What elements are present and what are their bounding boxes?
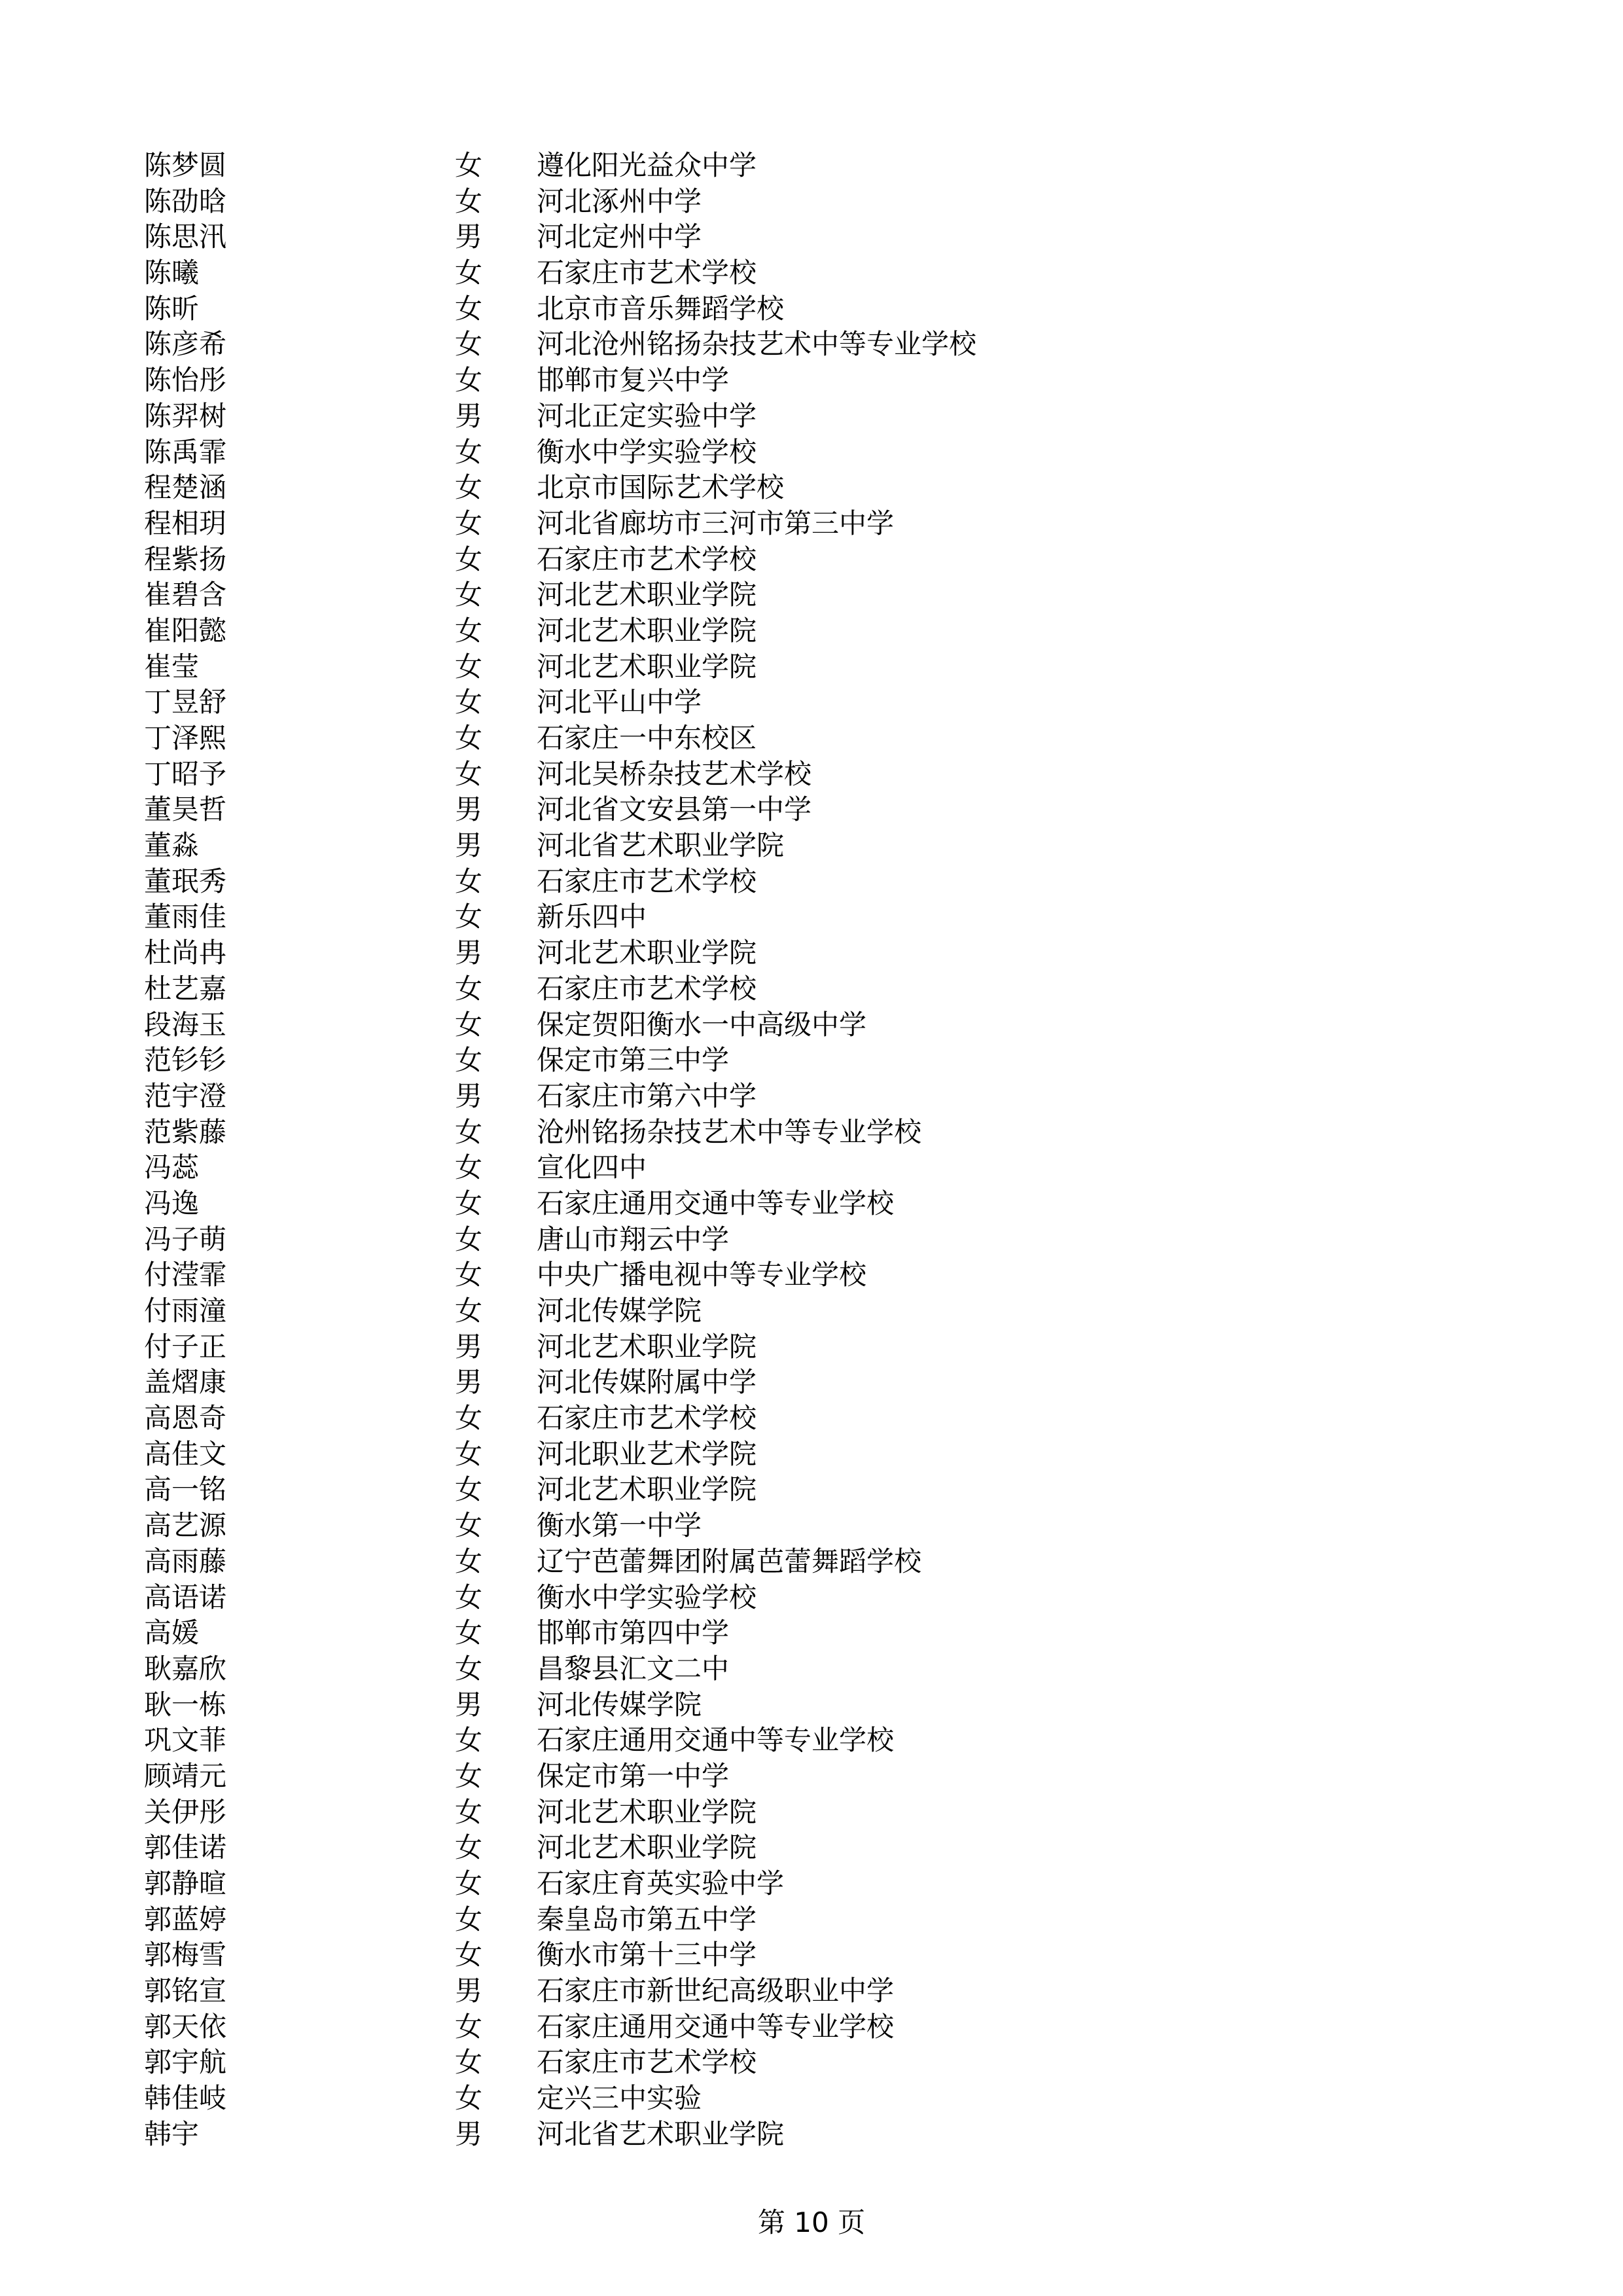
student-name: 丁泽熙 [144,722,227,754]
student-name: 董淼 [144,829,200,862]
student-name: 范钐钐 [144,1044,227,1077]
student-gender: 男 [455,2117,483,2150]
student-gender: 男 [455,829,483,862]
student-name: 郭佳诺 [144,1831,227,1864]
student-gender: 女 [455,435,483,468]
student-gender: 女 [455,722,483,754]
student-gender: 女 [455,2082,483,2115]
roster-row [144,1365,1479,1401]
student-school: 河北正定实验中学 [537,399,757,432]
student-gender: 女 [455,1259,483,1291]
student-school: 遵化阳光益众中学 [537,149,757,181]
student-name: 陈禹霏 [144,435,227,468]
student-school: 河北艺术职业学院 [537,937,757,969]
student-name: 崔碧含 [144,579,227,611]
student-school: 石家庄市艺术学校 [537,2046,757,2079]
student-gender: 女 [455,1437,483,1470]
student-school: 石家庄市新世纪高级职业中学 [537,1975,895,2007]
roster-row [144,721,1479,757]
student-name: 丁昭予 [144,757,227,790]
roster-row [144,1401,1479,1437]
student-gender: 女 [455,686,483,719]
student-name: 陈昕 [144,292,200,325]
roster-row [144,1795,1479,1831]
student-gender: 女 [455,614,483,647]
student-school: 河北传媒学院 [537,1688,702,1721]
student-school: 河北艺术职业学院 [537,1473,757,1506]
student-gender: 女 [455,543,483,575]
student-school: 定兴三中实验 [537,2082,702,2115]
student-school: 衡水市第十三中学 [537,1939,757,1971]
student-gender: 女 [455,1939,483,1971]
student-gender: 女 [455,1008,483,1041]
student-gender: 女 [455,364,483,397]
student-school: 河北平山中学 [537,686,702,719]
roster-row [144,1651,1479,1687]
student-name: 郭静暄 [144,1867,227,1899]
student-gender: 男 [455,1330,483,1363]
student-name: 范紫藤 [144,1115,227,1148]
student-gender: 男 [455,937,483,969]
roster-row [144,399,1479,435]
student-school: 河北艺术职业学院 [537,1330,757,1363]
roster-row [144,327,1479,363]
roster-row [144,649,1479,685]
student-school: 石家庄市艺术学校 [537,1402,757,1435]
student-name: 耿一栋 [144,1688,227,1721]
student-school: 石家庄市艺术学校 [537,972,757,1005]
student-gender: 女 [455,1581,483,1613]
student-school: 河北省艺术职业学院 [537,2117,785,2150]
page-number: 第 10 页 [757,2206,866,2238]
student-school: 石家庄育英实验中学 [537,1867,785,1899]
student-gender: 女 [455,1867,483,1899]
student-name: 郭宇航 [144,2046,227,2079]
student-school: 中央广播电视中等专业学校 [537,1259,867,1291]
student-name: 顾靖元 [144,1759,227,1792]
roster-row [144,148,1479,184]
student-gender: 女 [455,1295,483,1327]
roster-row [144,1329,1479,1365]
roster-row [144,1437,1479,1473]
roster-row [144,1687,1479,1723]
student-gender: 女 [455,1903,483,1935]
student-gender: 女 [455,1115,483,1148]
student-gender: 女 [455,149,483,181]
student-name: 盖熠康 [144,1366,227,1399]
roster-row [144,2045,1479,2081]
student-name: 陈彦希 [144,328,227,361]
student-school: 保定市第三中学 [537,1044,730,1077]
student-school: 保定市第一中学 [537,1759,730,1792]
student-school: 河北定州中学 [537,221,702,253]
student-school: 河北艺术职业学院 [537,579,757,611]
roster-row [144,1257,1479,1293]
student-name: 段海玉 [144,1008,227,1041]
student-school: 北京市音乐舞蹈学校 [537,292,785,325]
student-school: 辽宁芭蕾舞团附属芭蕾舞蹈学校 [537,1545,922,1577]
student-school: 石家庄一中东校区 [537,722,757,754]
student-school: 邯郸市第四中学 [537,1617,730,1649]
roster-row [144,1150,1479,1186]
roster-row [144,470,1479,506]
roster-row [144,1866,1479,1902]
student-school: 河北艺术职业学院 [537,614,757,647]
student-school: 宣化四中 [537,1151,647,1184]
roster-row [144,291,1479,327]
student-name: 陈曦 [144,257,200,289]
student-school: 石家庄通用交通中等专业学校 [537,1724,895,1757]
student-gender: 女 [455,1617,483,1649]
roster-row [144,1186,1479,1222]
student-name: 高恩奇 [144,1402,227,1435]
roster-row [144,899,1479,935]
student-name: 冯子萌 [144,1223,227,1255]
student-name: 陈羿树 [144,399,227,432]
student-school: 河北艺术职业学院 [537,1831,757,1864]
roster-row [144,1973,1479,2009]
student-gender: 女 [455,1831,483,1864]
student-name: 程紫扬 [144,543,227,575]
student-school: 河北吴桥杂技艺术学校 [537,757,812,790]
roster-row [144,935,1479,971]
student-school: 石家庄通用交通中等专业学校 [537,2010,895,2043]
roster-row [144,864,1479,900]
student-school: 衡水中学实验学校 [537,435,757,468]
student-name: 范宇澄 [144,1079,227,1112]
student-gender: 男 [455,1366,483,1399]
student-gender: 女 [455,292,483,325]
student-name: 丁昱舒 [144,686,227,719]
student-gender: 女 [455,1724,483,1757]
roster-row [144,685,1479,721]
roster-row [144,1759,1479,1795]
student-school: 衡水中学实验学校 [537,1581,757,1613]
roster-row [144,435,1479,471]
student-school: 新乐四中 [537,901,647,933]
student-name: 程楚涵 [144,471,227,504]
roster-row [144,1115,1479,1151]
roster-row [144,792,1479,828]
roster-row [144,506,1479,542]
student-school: 石家庄通用交通中等专业学校 [537,1187,895,1219]
roster-row [144,971,1479,1007]
roster-row [144,1830,1479,1866]
student-school: 河北艺术职业学院 [537,1795,757,1828]
student-gender: 女 [455,972,483,1005]
student-gender: 女 [455,901,483,933]
student-school: 河北沧州铭扬杂技艺术中等专业学校 [537,328,977,361]
student-name: 崔阳懿 [144,614,227,647]
student-name: 付子正 [144,1330,227,1363]
student-school: 河北传媒附属中学 [537,1366,757,1399]
student-name: 董昊哲 [144,793,227,826]
student-gender: 女 [455,257,483,289]
student-name: 郭梅雪 [144,1939,227,1971]
student-school: 唐山市翔云中学 [537,1223,730,1255]
student-name: 郭天依 [144,2010,227,2043]
student-name: 陈思汛 [144,221,227,253]
student-gender: 女 [455,2046,483,2079]
student-gender: 女 [455,757,483,790]
student-name: 付滢霏 [144,1259,227,1291]
roster-row [144,1580,1479,1616]
roster-row [144,1472,1479,1508]
student-gender: 女 [455,471,483,504]
student-school: 河北省廊坊市三河市第三中学 [537,507,895,539]
student-gender: 男 [455,399,483,432]
student-school: 沧州铭扬杂技艺术中等专业学校 [537,1115,922,1148]
roster-row [144,1615,1479,1651]
student-school: 河北涿州中学 [537,185,702,217]
student-gender: 男 [455,221,483,253]
student-gender: 男 [455,1975,483,2007]
roster-row [144,2009,1479,2045]
student-name: 关伊彤 [144,1795,227,1828]
student-gender: 女 [455,328,483,361]
roster-row [144,1079,1479,1115]
student-school: 北京市国际艺术学校 [537,471,785,504]
roster-row [144,255,1479,291]
student-school: 昌黎县汇文二中 [537,1652,730,1685]
roster-row [144,1293,1479,1329]
student-gender: 女 [455,1509,483,1542]
student-name: 高媛 [144,1617,200,1649]
student-name: 陈怡彤 [144,364,227,397]
roster-row [144,577,1479,613]
student-name: 董雨佳 [144,901,227,933]
student-school: 石家庄市艺术学校 [537,257,757,289]
student-gender: 女 [455,507,483,539]
student-name: 陈劭晗 [144,185,227,217]
student-school: 河北传媒学院 [537,1295,702,1327]
student-school: 河北省艺术职业学院 [537,829,785,862]
student-gender: 女 [455,1223,483,1255]
student-gender: 女 [455,1795,483,1828]
student-gender: 女 [455,865,483,897]
student-name: 冯逸 [144,1187,200,1219]
roster-row [144,1544,1479,1580]
roster-row [144,542,1479,578]
student-name: 崔莹 [144,650,200,683]
student-gender: 女 [455,650,483,683]
student-gender: 女 [455,1652,483,1685]
student-roster [144,148,1479,2153]
student-school: 邯郸市复兴中学 [537,364,730,397]
roster-row [144,2081,1479,2117]
student-name: 高佳文 [144,1437,227,1470]
student-name: 高艺源 [144,1509,227,1542]
student-name: 高语诺 [144,1581,227,1613]
student-name: 冯蕊 [144,1151,200,1184]
student-gender: 女 [455,1187,483,1219]
student-school: 石家庄市艺术学校 [537,543,757,575]
student-gender: 女 [455,1759,483,1792]
student-school: 保定贺阳衡水一中高级中学 [537,1008,867,1041]
student-school: 秦皇岛市第五中学 [537,1903,757,1935]
student-name: 高一铭 [144,1473,227,1506]
student-school: 石家庄市艺术学校 [537,865,757,897]
student-name: 巩文菲 [144,1724,227,1757]
roster-row [144,1508,1479,1544]
student-gender: 男 [455,793,483,826]
student-gender: 女 [455,1473,483,1506]
student-gender: 男 [455,1079,483,1112]
student-gender: 女 [455,1151,483,1184]
roster-row [144,1937,1479,1973]
student-name: 高雨藤 [144,1545,227,1577]
student-name: 韩佳岐 [144,2082,227,2115]
student-gender: 女 [455,1402,483,1435]
roster-row [144,184,1479,220]
student-name: 耿嘉欣 [144,1652,227,1685]
student-school: 河北省文安县第一中学 [537,793,812,826]
roster-row [144,219,1479,255]
student-name: 董珉秀 [144,865,227,897]
student-name: 杜艺嘉 [144,972,227,1005]
roster-row [144,1222,1479,1258]
student-gender: 女 [455,185,483,217]
student-name: 韩宇 [144,2117,200,2150]
student-gender: 男 [455,1688,483,1721]
student-gender: 女 [455,1044,483,1077]
roster-row [144,1007,1479,1043]
student-gender: 女 [455,1545,483,1577]
student-school: 河北职业艺术学院 [537,1437,757,1470]
student-name: 程相玥 [144,507,227,539]
student-gender: 女 [455,2010,483,2043]
roster-row [144,613,1479,649]
student-name: 陈梦圆 [144,149,227,181]
roster-row [144,1902,1479,1938]
student-school: 河北艺术职业学院 [537,650,757,683]
roster-row [144,1723,1479,1759]
student-school: 衡水第一中学 [537,1509,702,1542]
roster-row [144,363,1479,399]
student-name: 付雨潼 [144,1295,227,1327]
student-gender: 女 [455,579,483,611]
roster-row [144,757,1479,793]
roster-row [144,2117,1479,2153]
student-name: 杜尚冉 [144,937,227,969]
student-name: 郭铭宣 [144,1975,227,2007]
student-name: 郭蓝婷 [144,1903,227,1935]
roster-row [144,1043,1479,1079]
student-school: 石家庄市第六中学 [537,1079,757,1112]
roster-row [144,828,1479,864]
